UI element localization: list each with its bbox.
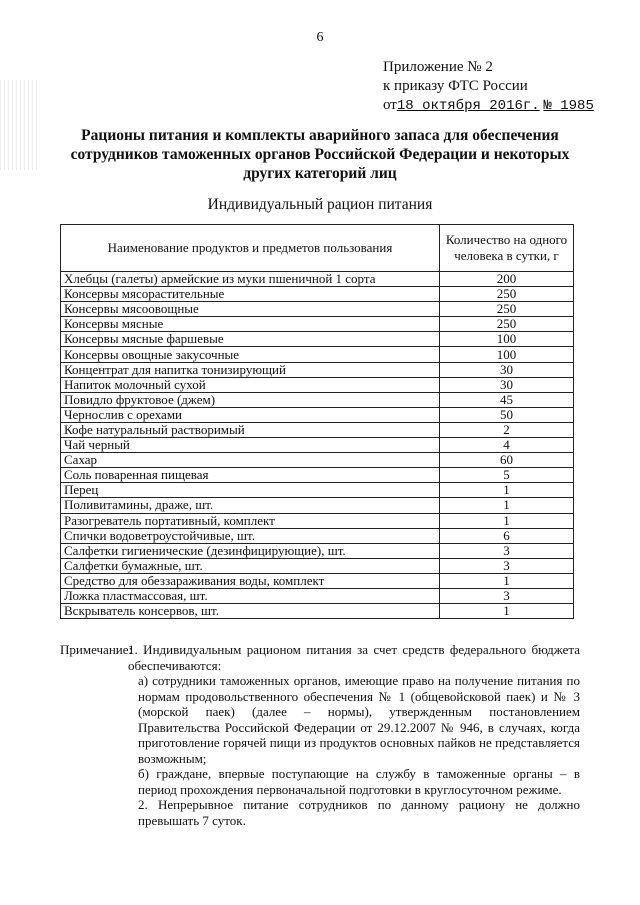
note-1: 1. Индивидуальным рационом питания за счет средств федерального бюджета обеспечиваются: bbox=[128, 642, 580, 673]
product-quantity: 100 bbox=[440, 332, 574, 347]
product-quantity: 250 bbox=[440, 287, 574, 302]
product-quantity: 250 bbox=[440, 317, 574, 332]
table-row bbox=[61, 498, 574, 513]
page-number: 6 bbox=[316, 30, 324, 45]
note-2: 2. Непрерывное питание сотрудников по данному рациону не должно превышать 7 суток. bbox=[138, 797, 580, 828]
table-row bbox=[61, 588, 574, 603]
product-quantity: 30 bbox=[440, 377, 574, 392]
order-number: № 1985 bbox=[543, 98, 594, 114]
product-name: Напиток молочный сухой bbox=[61, 377, 440, 392]
product-quantity: 3 bbox=[440, 543, 574, 558]
appendix-header bbox=[383, 58, 594, 116]
table-row bbox=[61, 317, 574, 332]
table-row bbox=[61, 422, 574, 437]
product-quantity: 3 bbox=[440, 588, 574, 603]
table-row bbox=[61, 272, 574, 287]
table-header-row bbox=[61, 225, 574, 272]
table-row bbox=[61, 332, 574, 347]
table-row bbox=[61, 287, 574, 302]
header-product: Наименование продуктов и предметов пользования bbox=[61, 225, 440, 272]
product-name: Спички водоветроустойчивые, шт. bbox=[61, 528, 440, 543]
table-row bbox=[61, 543, 574, 558]
product-quantity: 2 bbox=[440, 422, 574, 437]
product-name: Консервы мясорастительные bbox=[61, 287, 440, 302]
product-quantity: 1 bbox=[440, 513, 574, 528]
order-date: 18 октября 2016г. bbox=[396, 98, 540, 114]
product-quantity: 250 bbox=[440, 302, 574, 317]
order-line: к приказу ФТС России bbox=[383, 78, 528, 94]
product-name: Повидло фруктовое (джем) bbox=[61, 392, 440, 407]
table-row bbox=[61, 468, 574, 483]
product-quantity: 30 bbox=[440, 362, 574, 377]
table-row bbox=[61, 392, 574, 407]
table-row bbox=[61, 528, 574, 543]
table-row bbox=[61, 347, 574, 362]
product-name: Средство для обеззараживания воды, комплект bbox=[61, 573, 440, 588]
order-date-line bbox=[383, 96, 594, 116]
date-prefix: от bbox=[383, 97, 397, 113]
product-name: Чернослив с орехами bbox=[61, 407, 440, 422]
note-1a: а) сотрудники таможенных органов, имеющие право на получение питания по нормам продовольственного обеспечения № 1 (общевойсковой паек) и № 3 (морской паек) (далее – нормы), утвержденным постановлением Правительства Российской Федерации от 29.12.2007 № 946, в случаях, когда приготовление горячей пищи из продуктов основных пайков не представляется возможным; bbox=[138, 673, 580, 766]
product-name: Вскрыватель консервов, шт. bbox=[61, 604, 440, 619]
product-name: Сахар bbox=[61, 453, 440, 468]
product-name: Салфетки гигиенические (дезинфицирующие), шт. bbox=[61, 543, 440, 558]
product-quantity: 100 bbox=[440, 347, 574, 362]
product-quantity: 60 bbox=[440, 453, 574, 468]
header-quantity: Количество на одного человека в сутки, г bbox=[440, 225, 574, 272]
ration-table bbox=[60, 224, 574, 619]
table-row bbox=[61, 483, 574, 498]
product-quantity: 5 bbox=[440, 468, 574, 483]
document-title: Рационы питания и комплекты аварийного запаса для обеспечения сотрудников таможенных органов Российской Федерации и некоторых других категорий лиц bbox=[70, 127, 570, 182]
product-name: Чай черный bbox=[61, 438, 440, 453]
product-quantity: 200 bbox=[440, 272, 574, 287]
notes bbox=[60, 642, 580, 828]
product-name: Салфетки бумажные, шт. bbox=[61, 558, 440, 573]
product-name: Перец bbox=[61, 483, 440, 498]
table-row bbox=[61, 513, 574, 528]
product-quantity: 45 bbox=[440, 392, 574, 407]
product-name: Консервы мясоовощные bbox=[61, 302, 440, 317]
appendix-line: Приложение № 2 bbox=[383, 59, 493, 75]
table-row bbox=[61, 573, 574, 588]
table-row bbox=[61, 453, 574, 468]
product-quantity: 50 bbox=[440, 407, 574, 422]
product-quantity: 1 bbox=[440, 483, 574, 498]
product-name: Консервы мясные bbox=[61, 317, 440, 332]
table-row bbox=[61, 604, 574, 619]
note-1b: б) граждане, впервые поступающие на службу в таможенные органы – в период прохождения первоначальной подготовки в круглосуточном режиме. bbox=[138, 766, 580, 797]
product-name: Разогреватель портативный, комплект bbox=[61, 513, 440, 528]
product-name: Соль поваренная пищевая bbox=[61, 468, 440, 483]
product-name: Поливитамины, драже, шт. bbox=[61, 498, 440, 513]
product-quantity: 4 bbox=[440, 438, 574, 453]
scan-artifact bbox=[0, 80, 40, 170]
table-row bbox=[61, 438, 574, 453]
table-row bbox=[61, 362, 574, 377]
product-quantity: 1 bbox=[440, 498, 574, 513]
table-row bbox=[61, 377, 574, 392]
product-quantity: 1 bbox=[440, 604, 574, 619]
table-row bbox=[61, 558, 574, 573]
table-title: Индивидуальный рацион питания bbox=[207, 196, 433, 213]
product-quantity: 3 bbox=[440, 558, 574, 573]
table-row bbox=[61, 407, 574, 422]
notes-label: Примечание: bbox=[60, 642, 133, 657]
product-quantity: 1 bbox=[440, 573, 574, 588]
product-name: Консервы овощные закусочные bbox=[61, 347, 440, 362]
product-name: Ложка пластмассовая, шт. bbox=[61, 588, 440, 603]
table-row bbox=[61, 302, 574, 317]
product-name: Хлебцы (галеты) армейские из муки пшеничной 1 сорта bbox=[61, 272, 440, 287]
product-name: Концентрат для напитка тонизирующий bbox=[61, 362, 440, 377]
product-name: Кофе натуральный растворимый bbox=[61, 422, 440, 437]
product-quantity: 6 bbox=[440, 528, 574, 543]
product-name: Консервы мясные фаршевые bbox=[61, 332, 440, 347]
